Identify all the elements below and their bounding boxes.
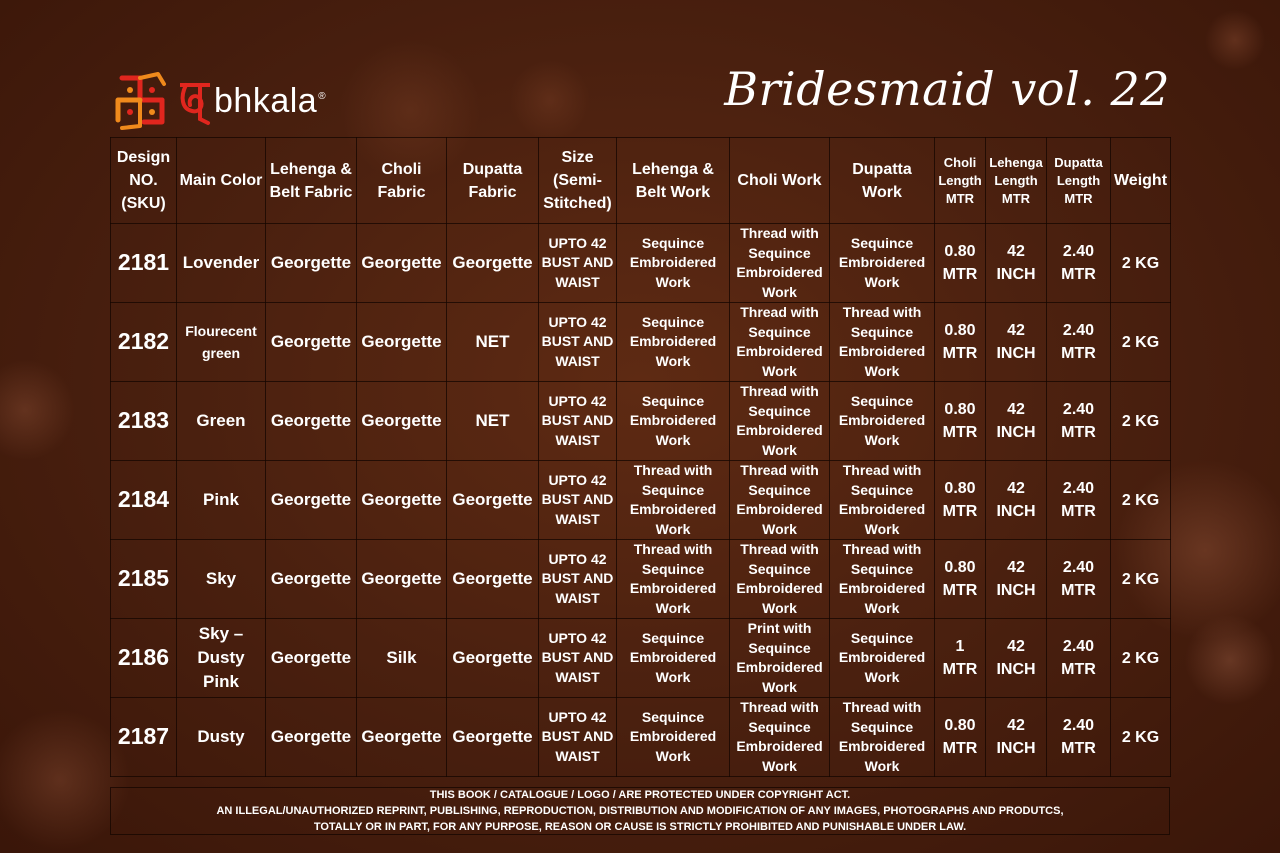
column-header: Weight [1111, 138, 1171, 224]
table-row [111, 619, 1171, 698]
lehenga-length-cell: 42 INCH [986, 698, 1047, 777]
dupatta-fabric-cell: Georgette [447, 461, 539, 540]
choli-work-cell: Print with Sequince Embroidered Work [730, 619, 830, 698]
table-row [111, 461, 1171, 540]
column-header: Dupatta Length MTR [1047, 138, 1111, 224]
main-color-cell: Lovender [177, 224, 266, 303]
copyright-line: THIS BOOK / CATALOGUE / LOGO / ARE PROTECTED UNDER COPYRIGHT ACT. [429, 789, 851, 801]
product-table [110, 137, 1171, 777]
choli-length-cell: 0.80 MTR [935, 224, 986, 303]
table-row [111, 540, 1171, 619]
weight-cell: 2 KG [1111, 382, 1171, 461]
lehenga-length-cell: 42 INCH [986, 540, 1047, 619]
choli-work-cell: Thread with Sequince Embroidered Work [730, 461, 830, 540]
main-color-cell: Flourecent green [177, 303, 266, 382]
choli-fabric-cell: Georgette [357, 224, 447, 303]
swastik-emblem-icon [112, 70, 178, 132]
column-header: Lehenga & Belt Work [617, 138, 730, 224]
lehenga-work-cell: Thread with Sequince Embroidered Work [617, 540, 730, 619]
table-row [111, 698, 1171, 777]
lehenga-fabric-cell: Georgette [266, 382, 357, 461]
size-cell: UPTO 42 BUST AND WAIST [539, 224, 617, 303]
copyright-line: AN ILLEGAL/UNAUTHORIZED REPRINT, PUBLISHING, REPRODUCTION, DISTRIBUTION AND MODIFICATION OF ANY IMAGES, PHOTOGRAPHS AND PRODUTCS, [216, 805, 1064, 817]
lehenga-fabric-cell: Georgette [266, 619, 357, 698]
column-header: Dupatta Fabric [447, 138, 539, 224]
dupatta-fabric-cell: NET [447, 382, 539, 461]
dupatta-fabric-cell: Georgette [447, 698, 539, 777]
table-header-row [111, 138, 1171, 224]
dupatta-work-cell: Thread with Sequince Embroidered Work [830, 461, 935, 540]
choli-fabric-cell: Georgette [357, 698, 447, 777]
column-header: Choli Fabric [357, 138, 447, 224]
choli-length-cell: 0.80 MTR [935, 698, 986, 777]
choli-length-cell: 0.80 MTR [935, 540, 986, 619]
weight-cell: 2 KG [1111, 619, 1171, 698]
lehenga-length-cell: 42 INCH [986, 303, 1047, 382]
choli-length-cell: 0.80 MTR [935, 303, 986, 382]
lehenga-work-cell: Thread with Sequince Embroidered Work [617, 461, 730, 540]
dupatta-fabric-cell: NET [447, 303, 539, 382]
dupatta-work-cell: Sequince Embroidered Work [830, 619, 935, 698]
column-header: Choli Work [730, 138, 830, 224]
main-color-cell: Sky – Dusty Pink [177, 619, 266, 698]
size-cell: UPTO 42 BUST AND WAIST [539, 619, 617, 698]
lehenga-length-cell: 42 INCH [986, 461, 1047, 540]
sku-cell: 2183 [111, 382, 177, 461]
copyright-line: TOTALLY OR IN PART, FOR ANY PURPOSE, REASON OR CAUSE IS STRICTLY PROHIBITED AND PUNISHABLE UNDER LAW. [313, 821, 967, 833]
choli-work-cell: Thread with Sequince Embroidered Work [730, 698, 830, 777]
weight-cell: 2 KG [1111, 698, 1171, 777]
choli-work-cell: Thread with Sequince Embroidered Work [730, 382, 830, 461]
lehenga-length-cell: 42 INCH [986, 382, 1047, 461]
dupatta-work-cell: Thread with Sequince Embroidered Work [830, 698, 935, 777]
weight-cell: 2 KG [1111, 461, 1171, 540]
lehenga-work-cell: Sequince Embroidered Work [617, 698, 730, 777]
main-color-cell: Green [177, 382, 266, 461]
dupatta-fabric-cell: Georgette [447, 540, 539, 619]
dupatta-length-cell: 2.40 MTR [1047, 224, 1111, 303]
size-cell: UPTO 42 BUST AND WAIST [539, 540, 617, 619]
size-cell: UPTO 42 BUST AND WAIST [539, 303, 617, 382]
lehenga-fabric-cell: Georgette [266, 461, 357, 540]
main-color-cell: Dusty [177, 698, 266, 777]
column-header: Choli Length MTR [935, 138, 986, 224]
size-cell: UPTO 42 BUST AND WAIST [539, 698, 617, 777]
column-header: Dupatta Work [830, 138, 935, 224]
column-header: Lehenga Length MTR [986, 138, 1047, 224]
choli-fabric-cell: Georgette [357, 382, 447, 461]
sku-cell: 2181 [111, 224, 177, 303]
dupatta-length-cell: 2.40 MTR [1047, 698, 1111, 777]
column-header: Size (Semi-Stitched) [539, 138, 617, 224]
sku-cell: 2184 [111, 461, 177, 540]
lehenga-fabric-cell: Georgette [266, 698, 357, 777]
lehenga-length-cell: 42 INCH [986, 224, 1047, 303]
lehenga-work-cell: Sequince Embroidered Work [617, 224, 730, 303]
choli-fabric-cell: Georgette [357, 461, 447, 540]
dupatta-work-cell: Sequince Embroidered Work [830, 224, 935, 303]
lehenga-work-cell: Sequince Embroidered Work [617, 619, 730, 698]
lehenga-fabric-cell: Georgette [266, 303, 357, 382]
choli-fabric-cell: Georgette [357, 540, 447, 619]
table-row [111, 303, 1171, 382]
choli-fabric-cell: Georgette [357, 303, 447, 382]
sku-cell: 2186 [111, 619, 177, 698]
product-table-container [110, 137, 1170, 777]
size-cell: UPTO 42 BUST AND WAIST [539, 461, 617, 540]
dupatta-fabric-cell: Georgette [447, 619, 539, 698]
brand-logo-text: bhkala® [214, 81, 327, 120]
choli-length-cell: 0.80 MTR [935, 461, 986, 540]
column-header: Lehenga & Belt Fabric [266, 138, 357, 224]
lehenga-length-cell: 42 INCH [986, 619, 1047, 698]
weight-cell: 2 KG [1111, 540, 1171, 619]
main-color-cell: Pink [177, 461, 266, 540]
dupatta-work-cell: Thread with Sequince Embroidered Work [830, 540, 935, 619]
column-header: Main Color [177, 138, 266, 224]
weight-cell: 2 KG [1111, 224, 1171, 303]
size-cell: UPTO 42 BUST AND WAIST [539, 382, 617, 461]
table-row [111, 382, 1171, 461]
dupatta-length-cell: 2.40 MTR [1047, 540, 1111, 619]
sku-cell: 2187 [111, 698, 177, 777]
weight-cell: 2 KG [1111, 303, 1171, 382]
lehenga-work-cell: Sequince Embroidered Work [617, 303, 730, 382]
choli-work-cell: Thread with Sequince Embroidered Work [730, 540, 830, 619]
shu-glyph-icon [178, 75, 212, 127]
catalogue-title: Bridesmaid vol. 22 [724, 62, 1170, 116]
dupatta-length-cell: 2.40 MTR [1047, 619, 1111, 698]
dupatta-length-cell: 2.40 MTR [1047, 461, 1111, 540]
choli-work-cell: Thread with Sequince Embroidered Work [730, 303, 830, 382]
dupatta-work-cell: Sequince Embroidered Work [830, 382, 935, 461]
main-color-cell: Sky [177, 540, 266, 619]
lehenga-fabric-cell: Georgette [266, 540, 357, 619]
lehenga-work-cell: Sequince Embroidered Work [617, 382, 730, 461]
sku-cell: 2182 [111, 303, 177, 382]
dupatta-length-cell: 2.40 MTR [1047, 303, 1111, 382]
choli-length-cell: 0.80 MTR [935, 382, 986, 461]
dupatta-length-cell: 2.40 MTR [1047, 382, 1111, 461]
choli-fabric-cell: Silk [357, 619, 447, 698]
copyright-notice [110, 787, 1170, 835]
sku-cell: 2185 [111, 540, 177, 619]
registered-mark: ® [318, 91, 327, 103]
brand-logo [112, 70, 352, 132]
dupatta-work-cell: Thread with Sequince Embroidered Work [830, 303, 935, 382]
column-header: Design NO. (SKU) [111, 138, 177, 224]
choli-length-cell: 1 MTR [935, 619, 986, 698]
dupatta-fabric-cell: Georgette [447, 224, 539, 303]
lehenga-fabric-cell: Georgette [266, 224, 357, 303]
choli-work-cell: Thread with Sequince Embroidered Work [730, 224, 830, 303]
table-row [111, 224, 1171, 303]
